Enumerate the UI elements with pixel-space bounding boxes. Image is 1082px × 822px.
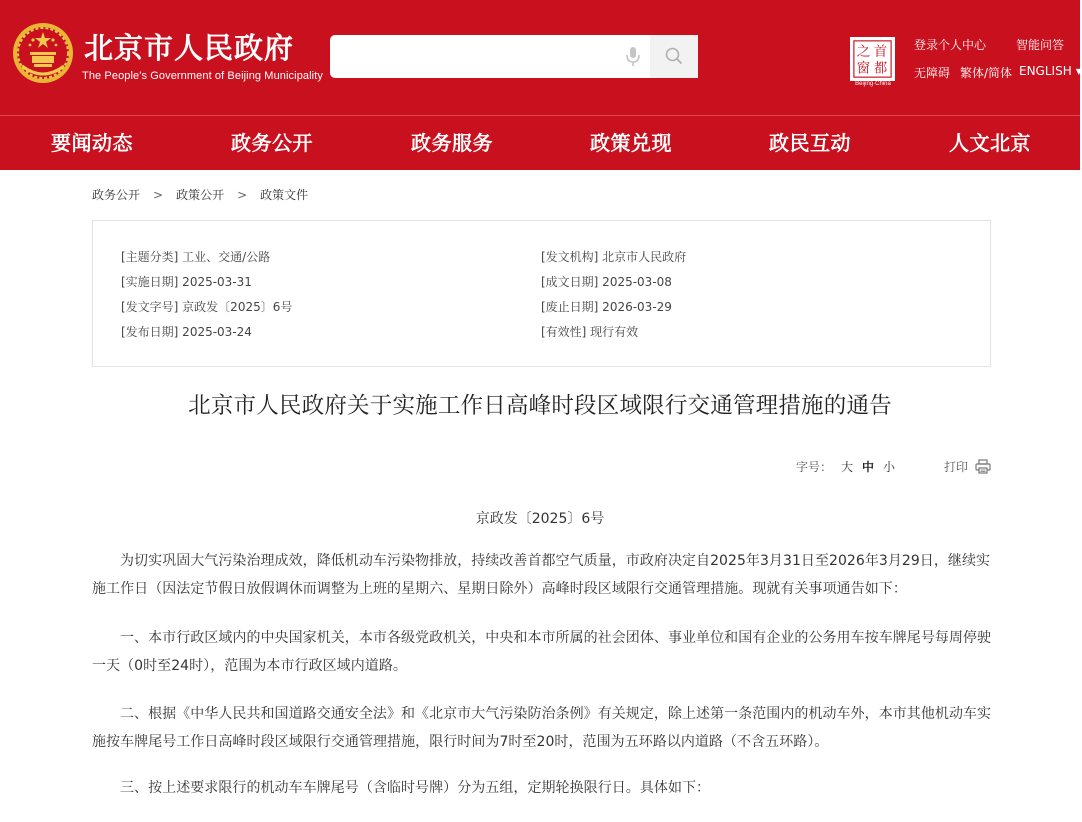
seal-char-3: 之 bbox=[856, 45, 871, 61]
article-title: 北京市人民政府关于实施工作日高峰时段区域限行交通管理措施的通告 bbox=[188, 393, 892, 419]
breadcrumb-item[interactable]: 政策文件 bbox=[260, 188, 309, 202]
breadcrumb-separator: > bbox=[153, 188, 164, 202]
caret-down-icon: ▼ bbox=[1075, 67, 1082, 76]
paragraph-3: 三、按上述要求限行的机动车车牌尾号（含临时号牌）分为五组，定期轮换限行日。具体如下： bbox=[120, 780, 711, 796]
meta-issuer: [发文机构] 北京市人民政府 bbox=[541, 250, 687, 264]
capital-window-logo-icon[interactable] bbox=[850, 37, 895, 81]
seal-caption: Beijing·China bbox=[855, 81, 891, 87]
print-label: 打印 bbox=[944, 460, 969, 474]
paragraph-2: 二、根据《中华人民共和国道路交通安全法》和《北京市大气污染防治条例》有关规定，除上述第一条范围内的机动车外，本市其他机动车实施按车牌尾号工作日高峰时段区域限行交通管理措施，限行时间为7时至20时，范围为五环路以内道路（不含五环路）。 bbox=[92, 706, 992, 750]
meta-written-date: [成文日期] 2025-03-08 bbox=[541, 275, 672, 289]
printer-icon bbox=[975, 459, 991, 474]
breadcrumb-separator: > bbox=[237, 188, 248, 202]
traditional-simplified-link[interactable]: 繁体/简体 bbox=[960, 66, 1013, 80]
site-title[interactable]: 北京市人民政府 bbox=[84, 31, 295, 65]
site-header bbox=[0, 0, 1080, 115]
font-size-medium-button[interactable]: 中 bbox=[862, 460, 875, 474]
breadcrumb bbox=[92, 186, 308, 203]
seal-char-2: 都 bbox=[873, 61, 888, 77]
search-icon bbox=[664, 46, 684, 66]
english-link[interactable] bbox=[1019, 64, 1082, 78]
meta-expire-date: [废止日期] 2026-03-29 bbox=[541, 300, 672, 314]
meta-doc-number: [发文字号] 京政发〔2025〕6号 bbox=[121, 300, 293, 314]
font-size-label: 字号： bbox=[796, 460, 833, 474]
main-nav bbox=[0, 115, 1080, 170]
breadcrumb-item[interactable]: 政策公开 bbox=[176, 188, 225, 202]
seal-char-4: 窗 bbox=[856, 61, 871, 77]
meta-topic: [主题分类] 工业、交通/公路 bbox=[121, 250, 271, 264]
meta-validity: [有效性] 现行有效 bbox=[541, 325, 639, 339]
accessibility-link[interactable]: 无障碍 bbox=[914, 66, 951, 80]
nav-item-gov-affairs[interactable]: 政务公开 bbox=[231, 131, 313, 155]
nav-item-services[interactable]: 政务服务 bbox=[411, 131, 493, 155]
font-size-small-button[interactable]: 小 bbox=[883, 460, 896, 474]
national-emblem-icon[interactable] bbox=[12, 22, 74, 84]
smart-qa-link[interactable]: 智能问答 bbox=[1016, 38, 1065, 52]
search-box bbox=[330, 35, 698, 78]
breadcrumb-item[interactable]: 政务公开 bbox=[92, 188, 141, 202]
nav-item-interaction[interactable]: 政民互动 bbox=[769, 131, 851, 155]
meta-publish-date: [发布日期] 2025-03-24 bbox=[121, 325, 252, 339]
paragraph-intro: 为切实巩固大气污染治理成效，降低机动车污染物排放，持续改善首都空气质量，市政府决定自2025年3月31日至2026年3月29日，继续实施工作日（因法定节假日放假调休而调整为上班的星期六、星期日除外）高峰时段区域限行交通管理措施。现就有关事项通告如下： bbox=[92, 553, 991, 597]
microphone-icon[interactable] bbox=[620, 43, 646, 69]
site-subtitle[interactable]: The People's Government of Beijing Municipality bbox=[82, 70, 323, 82]
nav-item-policy[interactable]: 政策兑现 bbox=[590, 131, 672, 155]
document-number: 京政发〔2025〕6号 bbox=[475, 511, 605, 527]
document-meta-box bbox=[92, 220, 991, 367]
font-size-large-button[interactable]: 大 bbox=[841, 460, 854, 474]
paragraph-1: 一、本市行政区域内的中央国家机关，本市各级党政机关，中央和本市所属的社会团体、事业单位和国有企业的公务用车按车牌尾号每周停驶一天（0时至24时），范围为本市行政区域内道路。 bbox=[92, 630, 992, 674]
english-label: ENGLISH bbox=[1019, 64, 1072, 78]
font-size-controls bbox=[796, 458, 895, 475]
search-button[interactable] bbox=[650, 35, 698, 78]
nav-item-culture[interactable]: 人文北京 bbox=[949, 131, 1031, 155]
nav-item-news[interactable]: 要闻动态 bbox=[51, 131, 133, 155]
login-link[interactable]: 登录个人中心 bbox=[914, 38, 987, 52]
search-input[interactable] bbox=[330, 35, 615, 78]
print-button[interactable] bbox=[944, 458, 991, 475]
seal-char-1: 首 bbox=[873, 45, 888, 61]
meta-effective-date: [实施日期] 2025-03-31 bbox=[121, 275, 252, 289]
